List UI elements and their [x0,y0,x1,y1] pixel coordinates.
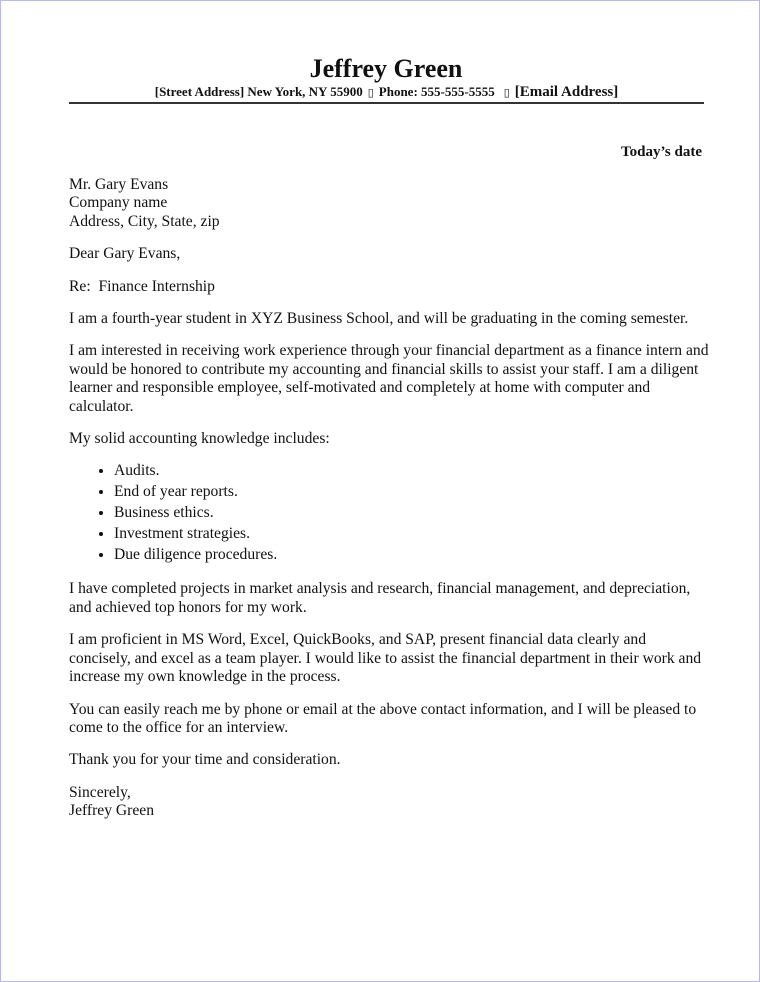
skills-list [69,460,709,565]
header-divider [69,102,704,104]
contact-line [69,83,704,102]
list-item: • End of year reports. [114,481,709,502]
paragraph-projects: I have completed projects in market analysis and research, financial management, and depreciation, and achieved top honors for my work. [69,580,691,616]
recipient-block [69,176,709,231]
recipient-company: Company name [69,194,168,212]
letter-body [69,176,709,821]
list-item: • Investment strategies. [114,523,709,544]
paragraph-proficiency: I am proficient in MS Word, Excel, QuickBooks, and SAP, present financial data clearly and concisely, and excel as a team player. I would like to assist the financial department in their work and increase my own knowledge in the process. [69,631,702,686]
paragraph-skills-intro: My solid accounting knowledge includes: [69,430,330,448]
list-item: • Due diligence procedures. [114,544,709,565]
letter-date: Today’s date [621,144,702,160]
closing: Sincerely, [69,783,131,801]
salutation: Dear Gary Evans, [69,245,181,263]
recipient-address: Address, City, State, zip [69,212,220,230]
paragraph-intro: I am a fourth-year student in XYZ Business School, and will be graduating in the coming semester. [69,310,689,328]
paragraph-contact: You can easily reach me by phone or email at the above contact information, and I will be pleased to come to the office for an interview. [69,700,697,736]
separator-glyph: ▯ [503,86,510,99]
list-item: • Business ethics. [114,502,709,523]
sender-phone: Phone: 555-555-5555 [378,84,495,99]
recipient-name: Mr. Gary Evans [69,176,169,193]
paragraph-interest: I am interested in receiving work experience through your financial department as a finance intern and would be honored to contribute my accounting and financial skills to assist your staff. I am a diligent learner and responsible employee, self-motivated and completely at home with computer and calculator. [69,342,709,415]
sender-email: [Email Address] [514,84,619,100]
paragraph-thanks: Thank you for your time and consideration. [69,751,341,769]
sender-address: [Street Address] New York, NY 55900 [154,84,363,99]
list-item: • Audits. [114,460,709,481]
separator-glyph: ▯ [367,86,374,99]
signature: Jeffrey Green [69,802,154,820]
sender-name: Jeffrey Green [309,54,463,83]
subject-line: Re: Finance Internship [69,277,215,295]
